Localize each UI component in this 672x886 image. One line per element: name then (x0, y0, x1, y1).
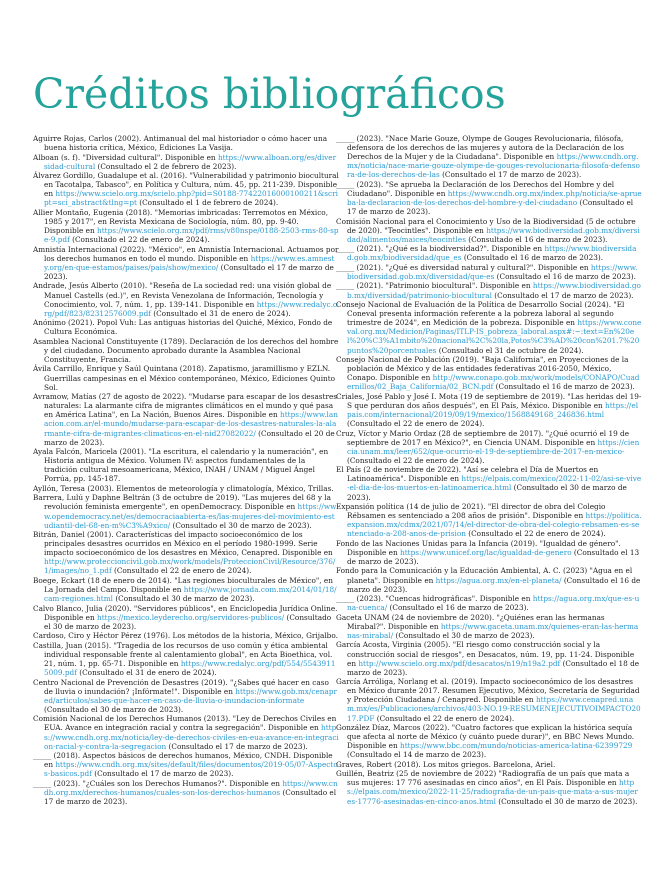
reference-entry: Asamblea Nacional Constituyente (1789). Declaración de los derechos del hombre y del ciudadano. Documento aprobado durante la Asamblea Nacional Constituyente, Francia. (33, 336, 339, 364)
reference-entry: Alboan (s. f). "Diversidad cultural". Disponible en https://www.alboan.org/es/diversidad-cultural (Consultado el 2 de febrero de 2023). (33, 152, 337, 171)
reference-entry: _____ (2021). "¿Qué es diversidad natural y cultural?". Disponible en https://www.biodiversidad.gob.mx/diversidad/que-es (Consultado el 16 de marzo de 2023). (336, 262, 638, 281)
reference-entry: Centro Nacional de Prevención de Desastres (2019). "¿Sabes qué hacer en caso de lluvia o inundación? ¡Infórmate!". Disponible en https://www.gob.mx/cenapred/articulos/sabes-que-hacer-en-caso-de-lluvia-o-inundacion-informate (Consultado el 30 de marzo de 2023). (33, 677, 337, 714)
reference-entry: Comisión Nacional de los Derechos Humanos (2013). "Ley de Derechos Civiles en EUA. Avance en integración racial y contra la segregación". Disponible en https://www.cndh.org.mx/noticia/ley-de-derechos-civiles-en-eua-avance-en-integracion-racial-y-contra-la-segregacion (Consultado el 17 de marzo de 2023). (33, 714, 339, 751)
references-column-right (336, 134, 642, 876)
reference-entry: _____ (2018). Aspectos básicos de derechos humanos, México, CNDH. Disponible en https://www.cndh.org.mx/sites/default/files/documentos/2019-05/07-Aspectos-basicos.pdf (Consultado el 17 de marzo de 2023). (33, 751, 338, 779)
reference-entry: _____ (2023). "¿Cuáles son los Derechos Humanos?". Disponible en https://www.cndh.org.mx/derechos-humanos/cuales-son-los-derechos-humanos (Consultado el 17 de marzo de 2023). (33, 778, 338, 806)
reference-entry: Anónimo (2021). Popol Vuh: Las antiguas historias del Quiché, México, Fondo de Cultura Económica. (33, 318, 333, 337)
reference-link[interactable]: https://www.biodiversidad.gob.mx/biodiversidad/que_es (347, 244, 637, 263)
reference-entry: García Arróliga, Norlang et al. (2019). Impacto socioeconómico de los desastres en México durante 2017. Resumen Ejecutivo, México, Secretaría de Seguridad y Protección Ciudadana / Cenapred. Disponible en https://www.cenapred.unam.mx/es/Publicaciones/archivos/403-NO.19-RESUMENEJECUTIVOIMPACTO2017.PDF (Consultado el 22 de enero de 2024). (336, 677, 641, 723)
reference-link[interactable]: https://www.gaceta.unam.mx/quienes-eran-las-hermanas-mirabal/ (347, 621, 639, 640)
reference-entry: Gaceta UNAM (24 de noviembre de 2020). "¿Quiénes eran las hermanas Mirabal?". Disponible en https://www.gaceta.unam.mx/quienes-eran-las-hermanas-mirabal/ (Consultado el 30 de marzo de 2023). (336, 612, 639, 640)
reference-link[interactable]: https://www.scielo.org.mx/scielo.php?pid=S0188-77422016000100211&script=sci_abstract&tlng=pt (44, 189, 338, 208)
reference-link[interactable]: http://www.proteccioncivil.gob.mx/work/models/ProteccionCivil/Resource/376/1/images/no_1.pdf (44, 557, 336, 576)
reference-entry: Bitrán, Daniel (2001). Características del impacto socioeconómico de los principales desastres ocurridos en México en el período 1980-1999. Serie impacto socioeconómico de los desastres en México, Cenapred. Disponible en http://www.proteccioncivil.gob.mx/work/models/ProteccionCivil/Resource/376/1/images/no_1.pdf (Consultado el 22 de enero de 2024). (33, 530, 336, 576)
reference-link[interactable]: https://www.cndh.org.mx/derechos-humanos/cuales-son-los-derechos-humanos (44, 778, 338, 797)
reference-entry: Avramow, Matías (27 de agosto de 2022). "Mudarse para escapar de los desastres naturales: La alarmante cifra de migrantes climáticos en el mundo y qué pasa en América Latina", en La Nación, Buenos Aires. Disponible en https://www.lanacion.com.ar/el-mundo/mudarse-para-escapar-de-los-desastres-naturales-la-alarmante-cifra-de-migrantes-climaticos-en-el-nid27082022/ (Consultado el 20 de marzo de 2023). (33, 392, 338, 447)
reference-link[interactable]: https://www.cenapred.unam.mx/es/Publicaciones/archivos/403-NO.19-RESUMENEJECUTIVOIMPACTO2017.PDF (347, 695, 641, 723)
reference-link[interactable]: https://agua.org.mx/en-el-planeta/ (435, 575, 562, 585)
references-column-left (33, 134, 339, 876)
reference-link[interactable]: https://www.jornada.com.mx/2014/01/18/cam-regiones.html (44, 585, 337, 604)
reference-entry: Calvo Blanco, Julia (2020). "Servidores públicos", en Enciclopedia Jurídica Online. Disponible en https://mexico.leyderecho.org/servidores-publicos/ (Consultado el 30 de marzo de 2023). (33, 603, 338, 631)
reference-link[interactable]: https://www.coneval.org.mx/Medicion/Paginas/ITLP-IS_pobreza_laboral.aspx#:~:text=En%20el%20%C3%A1mbito%20nacional%2C%20la,Potos%C3%AD%20con%201.7%20puntos%20porcentuales (347, 318, 642, 355)
page-title: Créditos bibliográficos (33, 70, 506, 118)
reference-entry: Consejo Nacional de Población (2019). "Baja California", en Proyecciones de la población de México y de las entidades federativas 2016-2050, México, Conapo. Disponible en http://www.conapo.gob.mx/work/models/CONAPO/Cuadernillos/02_Baja_California/02_BCN.pdf (Consultado el 16 de marzo de 2023). (336, 354, 640, 392)
reference-link[interactable]: https://www.scielo.org.mx/pdf/rms/v80nspe/0188-2503-rms-80-spe-9.pdf (44, 226, 339, 245)
reference-entry: _____ (2023). "Cuencas hidrográficas". Disponible en https://agua.org.mx/que-es-una-cuenca/ (Consultado el 16 de marzo de 2023). (336, 594, 640, 613)
reference-link[interactable]: https://www.cndh.org.mx/index.php/noticia/se-aprueba-la-declaracion-de-los-derechos-del-hombre-y-del-ciudadano (347, 188, 642, 208)
reference-link[interactable]: https://www.redalyc.org/pdf/554/55439115009.pdf (44, 658, 336, 678)
reference-entry: Fondo de las Naciones Unidas para la Infancia (2019). "Igualdad de género". Disponible en https://www.unicef.org/lac/igualdad-de-genero (Consultado el 13 de marzo de 2023). (336, 538, 640, 566)
reference-link[interactable]: https://mexico.leyderecho.org/servidores-publicos/ (97, 612, 285, 622)
reference-link[interactable]: http://www.scielo.org.mx/pdf/desacatos/n19/n19a2.pdf (358, 658, 561, 668)
reference-link[interactable]: https://www.unicef.org/lac/igualdad-de-genero (400, 547, 572, 557)
reference-entry: Andrade, Jesús Alberto (2010). "Reseña de La sociedad red: una visión global de Manuel Castells (ed.)", en Revista Venezolana de Información, Tecnología y Conocimiento, vol. 7, núm. 1, pp. 139-141. Disponible en https://www.redalyc.org/pdf/823/82312576009.pdf (Consultado el 31 de enero de 2024). (33, 281, 338, 318)
reference-entry: _____ (2021). "¿Qué es la biodiversidad?". Disponible en https://www.biodiversidad.gob.mx/biodiversidad/que_es (Consultado el 16 de marzo de 2023). (336, 244, 637, 263)
reference-link[interactable]: https://www.opendemocracy.net/es/democraciaabierta-es/las-mujeres-del-movimiento-estudiantil-del-68-en-m%C3%A9xico/ (44, 502, 337, 530)
reference-entry: Ávila Carrillo, Enrique y Saúl Quintana (2018). Zapatismo, jaramillismo y EZLN. Guerrillas campesinas en el México contemporáneo, México, Ediciones Quinto Sol. (33, 364, 336, 392)
reference-link[interactable]: https://elpais.com/mexico/2022-11-02/asi-se-vive-el-dia-de-los-muertos-en-latinoamerica.html (347, 474, 642, 493)
reference-link[interactable]: https://www.lanacion.com.ar/el-mundo/mudarse-para-escapar-de-los-desastres-naturales-la-alarmante-cifra-de-migrantes-climaticos-en-el-nid27082022/ (44, 410, 338, 438)
reference-entry: _____ (2023). "Nace Marie Gouze, Olympe de Gouges Revolucionaria, filósofa, defensora de los derechos de las mujeres y autora de la Declaración de los Derechos de la Mujer y de la Ciudadana". Disponible en https://www.cndh.org.mx/noticia/nace-marie-gouze-olympe-de-gouges-revolucionaria-filosofa-defensora-de-los-derechos-de-las (Consultado el 17 de marzo de 2023). (336, 134, 640, 180)
reference-link[interactable]: https://www.biodiversidad.gob.mx/diversidad/que-es (347, 262, 638, 281)
reference-entry: Comisión Nacional para el Conocimiento y Uso de la Biodiversidad (5 de octubre de 2020). "Teocintles". Disponible en https://www.biodiversidad.gob.mx/diversidad/alimentos/maices/teocintles (Consultado el 16 de marzo de 2023). (336, 216, 640, 244)
reference-entry: Ayllón, Teresa (2003). Elementos de meteorología y climatología, México, Trillas. (33, 483, 334, 493)
reference-link[interactable]: https://www.es.amnesty.org/en-que-estamos/paises/pais/show/mexico/ (44, 253, 335, 272)
reference-entry: Guillén, Beatriz (25 de noviembre de 2022) "Radiografía de un país que mata a sus mujeres: 17 776 asesinadas en cinco años", en El País. Disponible en https://elpais.com/mexico/2022-11-25/radiografia-de-un-pais-que-mata-a-sus-mujeres-17776-asesinadas-en-cinco-anos.html (Consultado el 30 de marzo de 2023). (336, 769, 638, 806)
reference-entry: El País (2 de noviembre de 2022). "Así se celebra el Día de Muertos en Latinoamérica". Disponible en https://elpais.com/mexico/2022-11-02/asi-se-vive-el-dia-de-los-muertos-en-latinoamerica.html (Consultado el 30 de marzo de 2023). (336, 465, 642, 502)
reference-entry: Barrera, Lulú y Daphne Beltrán (3 de octubre de 2019). "Las mujeres del 68 y la revolución feminista emergente", en openDemocracy. Disponible en https://www.opendemocracy.net/es/democraciaabierta-es/las-mujeres-del-movimiento-estudiantil-del-68-en-m%C3%A9xico/ (Consultado el 30 de marzo de 2023). (33, 493, 337, 530)
reference-link[interactable]: https://www.cndh.org.mx/noticia/nace-marie-gouze-olympe-de-gouges-revolucionaria-filosofa-defensora-de-los-derechos-de-las (347, 152, 640, 180)
reference-entry: Consejo Nacional de Evaluación de la Política de Desarrollo Social (2024). "El Coneval presenta información referente a la pobreza laboral al segundo trimestre de 2024", en Medición de la pobreza. Disponible en https://www.coneval.org.mx/Medicion/Paginas/ITLP-IS_pobreza_laboral.aspx#:~:text=En%20el%20%C3%A1mbito%20nacional%2C%20la,Potos%C3%AD%20con%201.7%20puntos%20porcentuales (Consultado el 31 de octubre de 2024). (336, 300, 642, 355)
reference-entry: García Acosta, Virginia (2005). "El riesgo como construcción social y la construcción social de riesgos", en Desacatos, núm. 19, pp. 11-24. Disponible en http://www.scielo.org.mx/pdf/desacatos/n19/n19a2.pdf (Consultado el 18 de marzo de 2023). (336, 640, 640, 677)
reference-entry: Fondo para la Comunicación y la Educación Ambiental, A. C. (2023) "Agua en el planeta". Disponible en https://agua.org.mx/en-el-planeta/ (Consultado el 16 de marzo de 2023). (336, 566, 641, 594)
reference-entry: Castilla, Juan (2015). "Tragedia de los recursos de uso común y ética ambiental individual responsable frente al calentamiento global", en Acta Bioethica, vol. 21, núm. 1, pp. 65-71. Disponible en https://www.redalyc.org/pdf/554/55439115009.pdf (Consultado el 31 de enero de 2024). (33, 640, 336, 678)
reference-entry: Allier Montaño, Eugenia (2018). "Memorias imbricadas: Terremotos en México, 1985 y 2017", en Revista Mexicana de Sociología, núm. 80, pp. 9-40. Disponible en https://www.scielo.org.mx/pdf/rms/v80nspe/0188-2503-rms-80-spe-9.pdf (Consultado el 22 de enero de 2024). (33, 207, 339, 245)
reference-link[interactable]: https://politica.expansion.mx/cdmx/2021/07/14/el-director-de-obra-del-colegio-rebsamen-es-sentenciado-a-208-anos-de-prision (347, 511, 642, 539)
reference-entry: _____ (2021). "Patrimonio biocultural". Disponible en https://www.biodiversidad.gob.mx/diversidad/patrimonio-biocultural (Consultado el 17 de marzo de 2023). (336, 281, 641, 300)
reference-entry: Amnistía Internacional (2022). "México", en Amnistía Internacional. Actuamos por los derechos humanos en todo el mundo. Disponible en https://www.es.amnesty.org/en-que-estamos/paises/pais/show/mexico/ (Consultado el 17 de marzo de 2023). (33, 244, 339, 281)
reference-link[interactable]: https://www.cndh.org.mx/sites/default/files/documentos/2019-05/07-Aspectos-basicos.pdf (44, 760, 338, 779)
reference-entry: González Díaz, Marcos (2022). "Cuatro factores que explican la histórica sequía que afecta al norte de México (y cuánto puede durar)", en BBC News Mundo. Disponible en https://www.bbc.com/mundo/noticias-america-latina-62399729 (Consultado el 14 de marzo de 2023). (336, 723, 635, 760)
reference-entry: Graves, Robert (2018). Los mitos griegos. Barcelona, Ariel. (336, 759, 556, 769)
reference-link[interactable]: https://elpais.com/mexico/2022-11-25/radiografia-de-un-pais-que-mata-a-sus-mujeres-17776-asesinadas-en-cinco-anos.html (347, 778, 638, 806)
reference-entry: Boege, Eckart (18 de enero de 2014). "Las regiones bioculturales de México", en La Jornada del Campo. Disponible en https://www.jornada.com.mx/2014/01/18/cam-regiones.html (Consultado el 30 de marzo de 2023). (33, 575, 337, 604)
reference-entry: Aguirre Rojas, Carlos (2002). Antimanual del mal historiador o cómo hacer una buena historia crítica, México, Ediciones La Vasija. (33, 134, 328, 153)
reference-entry: Cruz, Víctor y Mario Ordaz (28 de septiembre de 2017). "¿Qué ocurrió el 19 de septiembre de 2017 en México?", en Ciencia UNAM. Disponible en https://ciencia.unam.mx/leer/652/que-ocurrio-el-19-de-septiembre-de-2017-en-mexico- (Consultado el 22 de enero de 2024). (336, 428, 640, 465)
reference-entry: _____ (2023). "Se aprueba la Declaración de los Derechos del Hombre y del Ciudadano". Disponible en https://www.cndh.org.mx/index.php/noticia/se-aprueba-la-declaracion-de-los-derechos-del-hombre-y-del-ciudadano (Consultado el 17 de marzo de 2023). (336, 179, 642, 217)
reference-link[interactable]: https://elpais.com/internacional/2019/09/19/mexico/1568849168_246836.html (347, 400, 639, 419)
reference-entry: Expansión política (14 de julio de 2021). "El director de obra del Colegio Rébsamen es sentenciado a 208 años de prisión". Disponible en https://politica.expansion.mx/cdmx/2021/07/14/el-director-de-obra-del-colegio-rebsamen-es-sentenciado-a-208-anos-de-prision (Consultado el 22 de enero de 2024). (336, 502, 642, 539)
reference-link[interactable]: http://www.conapo.gob.mx/work/models/CONAPO/Cuadernillos/02_Baja_California/02_BCN.pdf (347, 373, 640, 392)
reference-link[interactable]: https://www.biodiversidad.gob.mx/diversidad/alimentos/maices/teocintles (347, 225, 640, 244)
reference-link[interactable]: https://www.redalyc.org/pdf/823/82312576009.pdf (44, 299, 338, 318)
reference-link[interactable]: https://www.cndh.org.mx/noticia/ley-de-derechos-civiles-en-eua-avance-en-integracion-racial-y-contra-la-segregacion (44, 723, 339, 751)
reference-link[interactable]: https://www.bbc.com/mundo/noticias-america-latina-62399729 (400, 741, 633, 751)
reference-link[interactable]: https://www.alboan.org/es/diversidad-cultural (44, 152, 337, 171)
reference-entry: Ayala Falcón, Maricela (2001). "La escritura, el calendario y la numeración", en Historia antigua de México. Volumen IV: aspectos fundamentales de la tradición cultural mesoamericana, México, INAH / UNAM / Miguel Ángel Porrúa, pp. 145-187. (33, 447, 329, 484)
reference-link[interactable]: https://www.biodiversidad.gob.mx/diversidad/patrimonio-biocultural (347, 281, 641, 300)
reference-link[interactable]: https://agua.org.mx/que-es-una-cuenca/ (347, 594, 640, 613)
reference-entry: Criales, José Pablo y José I. Mota (19 de septiembre de 2019). "Las heridas del 19-S que perduran dos años después", en El País, México. Disponible en https://elpais.com/internacional/2019/09/19/mexico/1568849168_246836.html (Consultado el 22 de enero de 2024). (336, 391, 642, 429)
reference-entry: Cardoso, Ciro y Héctor Pérez (1976). Los métodos de la historia, México, Grijalbo. (33, 631, 338, 641)
reference-link[interactable]: https://ciencia.unam.mx/leer/652/que-ocurrio-el-19-de-septiembre-de-2017-en-mexico- (347, 437, 640, 456)
reference-link[interactable]: https://www.gob.mx/cenapred/articulos/sabes-que-hacer-en-caso-de-lluvia-o-inundacion-informate (44, 686, 337, 705)
reference-entry: Álvarez Gordillo, Guadalupe et al. (2016). "Vulnerabilidad y patrimonio biocultural en Tacotalpa, Tabasco", en Política y Cultura, núm. 45, pp. 211-239. Disponible en https://www.scielo.org.mx/scielo.php?pid=S0188-77422016000100211&script=sci_abstract&tlng=pt (Consultado el 1 de febrero de 2024). (33, 171, 339, 208)
